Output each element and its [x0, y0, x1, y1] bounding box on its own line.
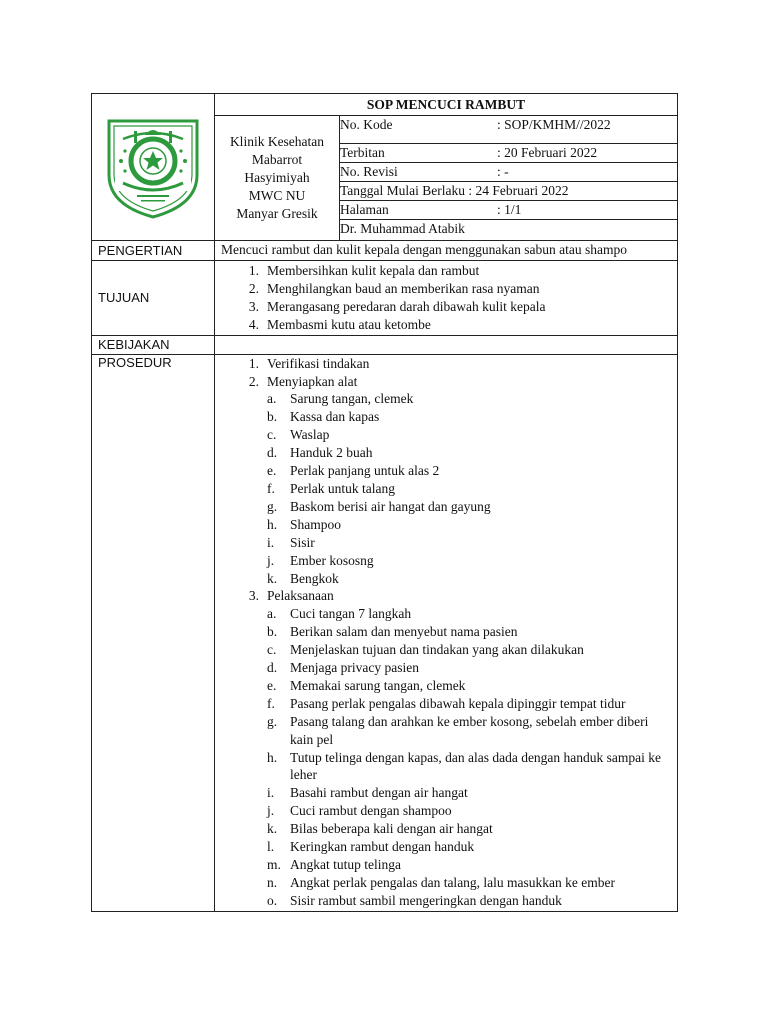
meta-label: Terbitan	[340, 145, 385, 160]
clinic-name-line: Klinik Kesehatan	[229, 134, 325, 149]
meta-no-revisi	[340, 163, 678, 182]
list-item: d. Handuk 2 buah	[267, 445, 373, 461]
list-item: i. Basahi rambut dengan air hangat	[267, 785, 468, 801]
list-item: a. Sarung tangan, clemek	[267, 391, 414, 407]
list-item: b. Berikan salam dan menyebut nama pasien	[267, 624, 518, 640]
alat-item: Sarung tangan, clemek	[290, 391, 414, 407]
pelaksanaan-item: Cuci tangan 7 langkah	[290, 606, 412, 622]
list-item: 1. Membersihkan kulit kepala dan rambut	[248, 263, 480, 278]
pelaksanaan-list	[267, 605, 671, 909]
meta-value: : 24 Februari 2022	[468, 183, 569, 198]
meta-label: No. Kode	[340, 117, 393, 132]
list-item: k. Bengkok	[267, 570, 339, 586]
list-item: c. Waslap	[267, 427, 330, 443]
list-item: d. Menjaga privacy pasien	[267, 660, 419, 676]
alat-item: Ember kososng	[290, 552, 374, 568]
alat-list	[267, 390, 671, 587]
step-title: Pelaksanaan	[267, 588, 334, 604]
meta-value: : 1/1	[497, 202, 522, 217]
tujuan-label: TUJUAN	[92, 261, 215, 336]
pelaksanaan-item: Tutup telinga dengan kapas, dan alas dada dengan handuk sampai ke leher	[290, 749, 662, 783]
list-item: g. Baskom berisi air hangat dan gayung	[267, 498, 491, 514]
alat-item: Perlak untuk talang	[290, 480, 395, 496]
list-item: e. Perlak panjang untuk alas 2	[267, 463, 440, 479]
meta-terbitan	[340, 144, 678, 163]
tujuan-item: Merangasang peredaran darah dibawah kulit kepala	[267, 298, 546, 314]
sop-table	[91, 93, 678, 912]
pelaksanaan-item: Sisir rambut sambil mengeringkan dengan handuk	[290, 892, 562, 908]
alat-item: Kassa dan kapas	[290, 409, 380, 425]
clinic-name-line: MWC NU	[248, 188, 306, 203]
list-item: n. Angkat perlak pengalas dan talang, lalu masukkan ke ember	[267, 874, 616, 890]
list-item: o. Sisir rambut sambil mengeringkan dengan handuk	[267, 892, 562, 908]
sop-document	[91, 93, 677, 912]
tujuan-item: Membersihkan kulit kepala dan rambut	[267, 263, 480, 278]
prosedur-label: PROSEDUR	[92, 354, 215, 911]
alat-item: Perlak panjang untuk alas 2	[290, 463, 440, 479]
list-item: m. Angkat tutup telinga	[267, 857, 401, 872]
prosedur-step: 1. Verifikasi tindakan	[248, 355, 370, 371]
step-title: Verifikasi tindakan	[267, 355, 370, 371]
list-item: h. Tutup telinga dengan kapas, dan alas dada dengan handuk sampai ke leher	[267, 749, 662, 783]
tujuan-item: Membasmi kutu atau ketombe	[267, 316, 431, 332]
kebijakan-label: KEBIJAKAN	[92, 335, 215, 354]
pelaksanaan-item: Pasang talang dan arahkan ke ember kosong, sebelah ember diberi kain pel	[290, 713, 649, 747]
meta-value: : 20 Februari 2022	[497, 145, 598, 160]
pelaksanaan-item: Angkat tutup telinga	[290, 857, 401, 872]
list-item: j. Ember kososng	[267, 552, 374, 568]
list-item: l. Keringkan rambut dengan handuk	[267, 839, 475, 855]
meta-no-kode	[340, 116, 678, 144]
list-item: k. Bilas beberapa kali dengan air hangat	[267, 821, 493, 837]
clinic-name-line: Hasyimiyah	[244, 170, 310, 185]
list-item: g. Pasang talang dan arahkan ke ember kosong, sebelah ember diberi kain pel	[267, 713, 649, 747]
clinic-name-line: Mabarrot	[251, 152, 303, 167]
list-item: 2. Menghilangkan baud an memberikan rasa nyaman	[248, 280, 540, 296]
prosedur-content	[215, 354, 678, 911]
document-title: SOP MENCUCI RAMBUT	[215, 94, 678, 116]
list-item: 4. Membasmi kutu atau ketombe	[248, 316, 431, 332]
tujuan-list	[215, 262, 671, 334]
tujuan-item: Menghilangkan baud an memberikan rasa nyaman	[267, 280, 540, 296]
list-item: j. Cuci rambut dengan shampoo	[267, 803, 452, 819]
signatory: Dr. Muhammad Atabik	[340, 220, 678, 241]
list-item: a. Cuci tangan 7 langkah	[267, 606, 412, 622]
alat-item: Shampoo	[290, 516, 342, 532]
nu-clinic-logo-icon	[101, 109, 205, 221]
pelaksanaan-item: Menjelaskan tujuan dan tindakan yang akan dilakukan	[290, 642, 584, 658]
prosedur-steps	[215, 355, 671, 910]
logo-cell	[92, 94, 215, 241]
list-item: i. Sisir	[267, 534, 315, 550]
meta-label: Tanggal Mulai Berlaku	[340, 183, 466, 198]
pelaksanaan-item: Menjaga privacy pasien	[290, 660, 419, 676]
pengertian-text: Mencuci rambut dan kulit kepala dengan menggunakan sabun atau shampo	[215, 241, 678, 261]
alat-item: Bengkok	[290, 570, 339, 586]
alat-item: Handuk 2 buah	[290, 445, 373, 461]
meta-value: : -	[497, 164, 509, 179]
step-title: Menyiapkan alat	[267, 373, 358, 389]
meta-tanggal-mulai	[340, 182, 678, 201]
list-item: f. Pasang perlak pengalas dibawah kepala dipinggir tempat tidur	[267, 695, 626, 711]
meta-value: : SOP/KMHM//2022	[497, 117, 611, 132]
pelaksanaan-item: Bilas beberapa kali dengan air hangat	[290, 821, 493, 837]
alat-item: Sisir	[290, 534, 315, 550]
list-item: h. Shampoo	[267, 516, 342, 532]
tujuan-content	[215, 261, 678, 336]
pelaksanaan-item: Memakai sarung tangan, clemek	[290, 677, 466, 693]
pelaksanaan-item: Cuci rambut dengan shampoo	[290, 803, 452, 819]
pengertian-label: PENGERTIAN	[92, 241, 215, 261]
list-item: 3. Merangasang peredaran darah dibawah kulit kepala	[248, 298, 546, 314]
alat-item: Waslap	[290, 427, 330, 443]
list-item: b. Kassa dan kapas	[267, 409, 380, 425]
alat-item: Baskom berisi air hangat dan gayung	[290, 498, 491, 514]
pelaksanaan-item: Basahi rambut dengan air hangat	[290, 785, 468, 801]
list-item: e. Memakai sarung tangan, clemek	[267, 677, 466, 693]
prosedur-step: 2. Menyiapkan alat a. Sarung tangan, clemek b. Kassa dan kapas c. Waslap d. Handuk 2 buah e. Perlak panjang untuk alas 2 f. Perlak untuk talang g. Baskom berisi air hangat dan gayung h. Shampoo i. Sisir j. Ember kososng k. Bengkok	[215, 373, 671, 588]
kebijakan-text	[215, 335, 678, 354]
meta-halaman	[340, 201, 678, 220]
pelaksanaan-item: Pasang perlak pengalas dibawah kepala dipinggir tempat tidur	[290, 695, 626, 711]
list-item: f. Perlak untuk talang	[267, 480, 395, 496]
pelaksanaan-item: Berikan salam dan menyebut nama pasien	[290, 624, 518, 640]
clinic-name-line: Manyar Gresik	[236, 206, 318, 221]
clinic-name	[215, 116, 340, 241]
pelaksanaan-item: Angkat perlak pengalas dan talang, lalu masukkan ke ember	[290, 874, 616, 890]
prosedur-step: 3. Pelaksanaan a. Cuci tangan 7 langkah b. Berikan salam dan menyebut nama pasien c. Menjelaskan tujuan dan tindakan yang akan dilakukan d. Menjaga privacy pasien e. Memakai sarung tangan, clemek f. Pasang perlak pengalas dibawah kepala dipinggir tempat tidur g. Pasang talang dan arahkan ke ember kosong, sebelah ember diberi kain pel h. Tutup telinga dengan kapas, dan alas dada dengan handuk sampai ke leher i. Basahi rambut dengan air hangat j. Cuci rambut dengan shampoo k. Bilas beberapa kali dengan air hangat l. Keringkan rambut dengan handuk m. Angkat tutup telinga n. Angkat perlak pengalas dan talang, lalu masukkan ke ember o. Sisir rambut sambil mengeringkan dengan handuk	[215, 587, 671, 909]
meta-label: Halaman	[340, 202, 389, 217]
list-item: c. Menjelaskan tujuan dan tindakan yang akan dilakukan	[267, 642, 584, 658]
meta-label: No. Revisi	[340, 164, 398, 179]
pelaksanaan-item: Keringkan rambut dengan handuk	[290, 839, 475, 855]
